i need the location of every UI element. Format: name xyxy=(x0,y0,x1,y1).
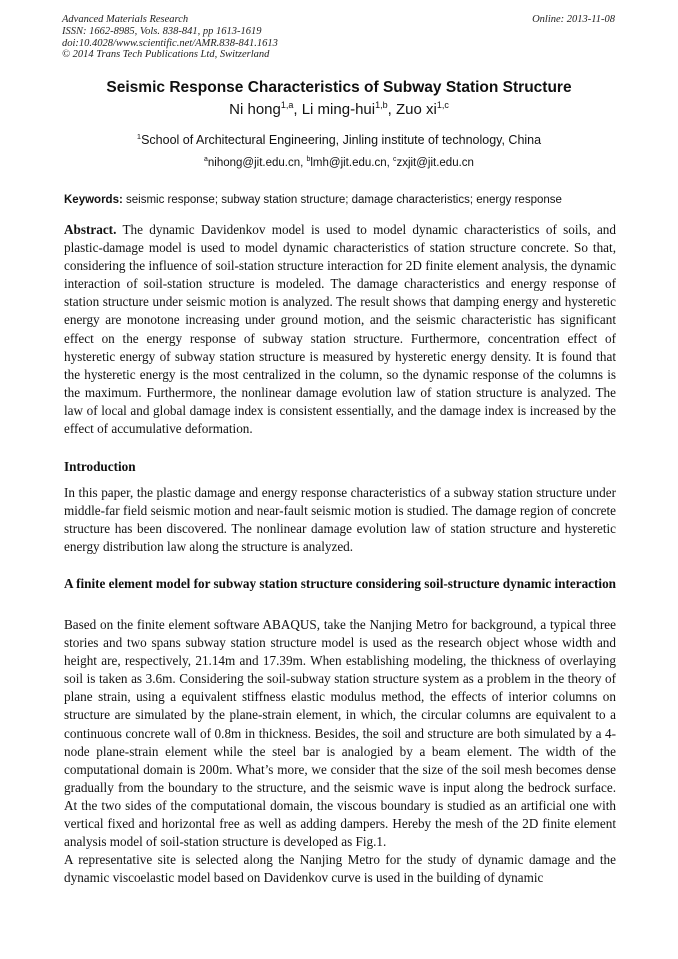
abstract xyxy=(64,221,616,438)
email-list xyxy=(0,157,678,169)
paper-title: Seismic Response Characteristics of Subway Station Structure xyxy=(106,79,572,96)
email-link[interactable]: nihong@jit.edu.cn xyxy=(207,157,301,169)
email-link[interactable]: lmh@jit.edu.cn xyxy=(310,157,387,169)
author-list xyxy=(0,101,678,118)
issn-line: ISSN: 1662-8985, Vols. 838-841, pp 1613-1619 xyxy=(62,25,262,37)
copyright-line: © 2014 Trans Tech Publications Ltd, Switzerland xyxy=(62,49,270,61)
keywords-text: seismic response; subway station structure; damage characteristics; energy response xyxy=(122,194,562,206)
affiliation-text: School of Architectural Engineering, Jinling institute of technology, China xyxy=(141,133,542,147)
affiliation xyxy=(0,133,678,147)
abstract-text: The dynamic Davidenkov model is used to model dynamic characteristics of soils, and plastic-damage model is used to model dynamic characteristics of station structure concrete. So that, considering the influence of soil-station structure interaction for 2D finite element analysis, the dynamic interaction of soil-station structure is modeled. The damage characteristics and energy response of station structure under seismic motion is analyzed. The result shows that damping energy and hysteretic energy are monotone increasing under ground motion, and the seismic characteristic has significant effect on the energy response of subway station structure. Furthermore, concentration effect of hysteretic energy of subway station structure is measured by hysteretic energy density. It is found that the hysteretic energy is the most centralized in the column, so the dynamic response of the columns is the maximum. Furthermore, the nonlinear damage evolution law of station structure is analyzed. The law of local and global damage index is consistent essentially, and the damage index is increased by the effect of accumulative deformation. xyxy=(64,222,616,437)
abstract-label: Abstract. xyxy=(64,222,117,237)
introduction-paragraph: In this paper, the plastic damage and energy response characteristics of a subway station structure under middle-far field seismic motion and near-fault seismic motion is studied. The damage region of concrete structure has been discovered. The nonlinear damage evolution law of station structure and hysteretic energy distribution law along the structure is analyzed. xyxy=(64,485,616,555)
keywords-label: Keywords: xyxy=(64,194,123,206)
introduction-heading: Introduction xyxy=(64,459,136,474)
doi-line: doi:10.4028/www.scientific.net/AMR.838-841.1613 xyxy=(62,37,278,49)
author-separator: , xyxy=(293,101,302,118)
fe-model-body xyxy=(64,616,616,887)
publication-meta xyxy=(62,14,278,61)
email-superscript: a xyxy=(204,156,208,164)
affiliation-superscript: 1 xyxy=(136,131,142,141)
author-superscript: 1,a xyxy=(280,100,294,110)
author-separator: , xyxy=(387,101,396,118)
email-separator: , xyxy=(386,157,393,169)
email-superscript: c xyxy=(392,156,397,164)
online-date: Online: 2013-11-08 xyxy=(532,14,615,25)
author-name: Ni hong xyxy=(229,101,281,118)
author-name: Zuo xi xyxy=(395,101,437,118)
fe-model-paragraph: A representative site is selected along the Nanjing Metro for the study of dynamic damage and the dynamic viscoelastic model based on Davidenkov curve is used in the building of dynamic xyxy=(64,852,616,886)
email-link[interactable]: zxjit@jit.edu.cn xyxy=(396,157,474,169)
journal-name: Advanced Materials Research xyxy=(62,14,189,25)
fe-model-paragraph: Based on the finite element software ABAQUS, take the Nanjing Metro for background, a typical three stories and two spans subway station structure model is used as the research object whose width and height are, respectively, 21.14m and 17.39m. When establishing modeling, the thickness of overlaying soil is taken as 3.6m. Considering the soil-subway station structure system as a problem in the theory of plane strain, using a equivalent stiffness elastic modulus method, the effects of interior columns on structure are simulated by the plane-strain element, in which, the circular columns are equivalent to a continuous concrete wall of 0.8m in thickness. Besides, the soil and structure are both simulated by a 4-node plane-strain element while the steel bar is analogied by a beam element. The width of the computational domain is 200m. What’s more, we consider that the size of the soil mesh becomes dense gradually from the boundary to the structure, and the seismic wave is input along the bedrock surface. At the two sides of the computational domain, the viscous boundary is studied as an artificial one with vertical fixed and horizontal free as well as adding dampers. Hereby the mesh of the 2D finite element analysis model of soil-station structure is developed as Fig.1. xyxy=(64,617,616,850)
keywords xyxy=(64,194,616,206)
email-separator: , xyxy=(300,157,307,169)
fe-model-heading: A finite element model for subway station structure considering soil-structure dynamic interaction xyxy=(64,576,616,591)
author-superscript: 1,b xyxy=(375,100,388,110)
author-superscript: 1,c xyxy=(436,100,449,110)
author-name: Li ming-hui xyxy=(301,101,376,118)
email-superscript: b xyxy=(306,156,311,164)
